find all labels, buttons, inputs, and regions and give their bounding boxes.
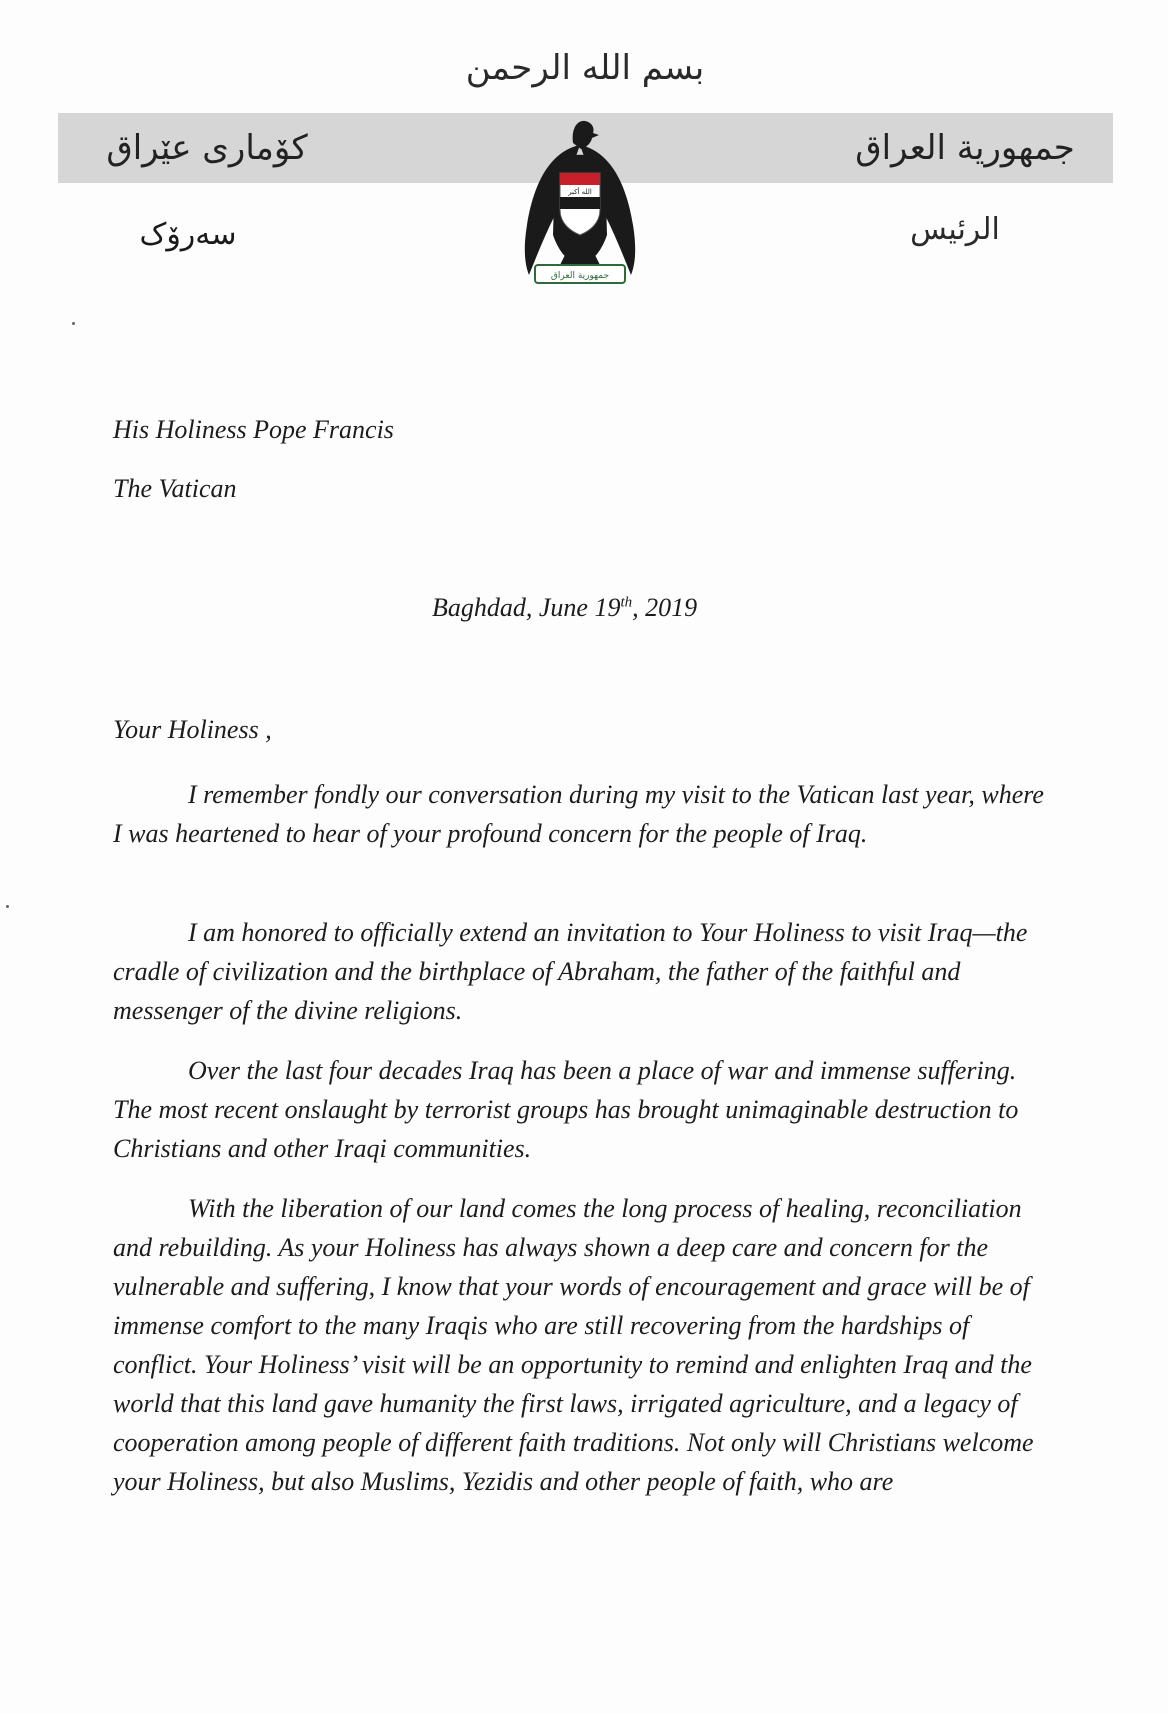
date-prefix: Baghdad, June 19 [432,593,621,622]
salutation: Your Holiness , [113,715,272,744]
recipient-place: The Vatican [113,474,237,503]
eagle-emblem-icon [515,115,645,295]
emblem-banner-text: جمهورية العراق [550,271,610,281]
paper-speck [72,322,75,325]
arabic-president-title: الرئيس [910,212,1000,247]
date-year: , 2019 [632,593,698,622]
arabic-republic-title: جمهورية العراق [855,128,1075,168]
recipient-name: His Holiness Pope Francis [113,415,394,444]
shield-inscription: الله أكبر [568,188,592,196]
paper-speck [6,905,9,908]
letter-date [432,593,697,623]
body-paragraph: Over the last four decades Iraq has been a place of war and immense suffering. The most recent onslaught by terrorist groups has brought unimaginable destruction to Christians and other Iraqi communities. [113,1056,1019,1163]
shield-red-stripe [560,173,600,185]
basmala-calligraphy: بسم الله الرحمن [465,48,705,88]
kurdish-president-title: سەرۆک [139,217,237,252]
body-paragraph: With the liberation of our land comes the long process of healing, reconciliation and rebuilding. As your Holiness has always shown a deep care and concern for the vulnerable and suffering, I know that your words of encouragement and grace will be of immense comfort to the many Iraqis who are still recovering from the hardships of conflict. Your Holiness’ visit will be an opportunity to remind and enlighten Iraq and the world that this land gave humanity the first laws, irrigated agriculture, and a legacy of cooperation among people of different faith traditions. Not only will Christians welcome your Holiness, but also Muslims, Yezidis and other people of faith, who are [113,1194,1034,1496]
body-paragraph: I remember fondly our conversation during my visit to the Vatican last year, where I was heartened to hear of your profound concern for the people of Iraq. [113,780,1044,848]
kurdish-republic-title: کۆماری عێراق [106,128,308,168]
body-paragraph: I am honored to officially extend an invitation to Your Holiness to visit Iraq—the cradle of civilization and the birthplace of Abraham, the father of the faithful and messenger of the divine religions. [113,918,1028,1025]
date-ordinal: th [620,594,633,611]
